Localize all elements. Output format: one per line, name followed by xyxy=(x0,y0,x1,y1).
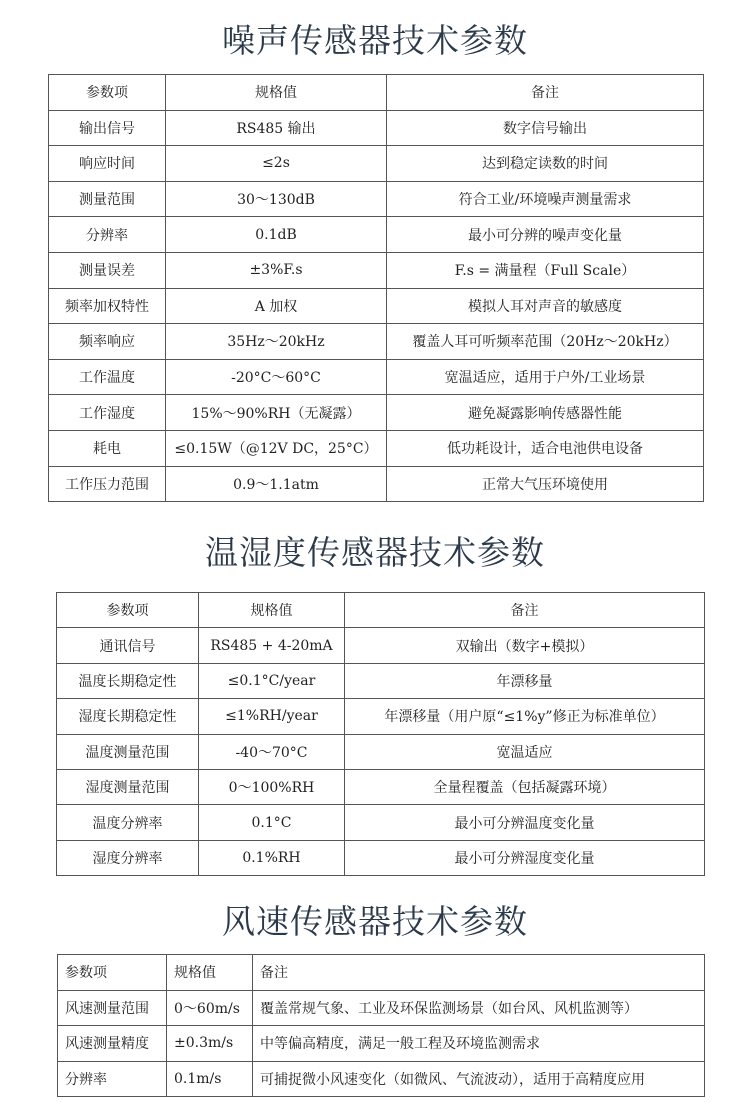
table-row xyxy=(57,663,705,698)
table-row xyxy=(58,1061,705,1097)
table-cell: 年漂移量（用户原“≤1%y”修正为标准单位） xyxy=(345,699,705,734)
table-cell: 0.1°C xyxy=(199,805,345,840)
table-cell: 覆盖常规气象、工业及环保监测场景（如台风、风机监测等） xyxy=(253,990,705,1026)
table-cell: 分辨率 xyxy=(49,217,166,253)
header-cell: 规格值 xyxy=(199,593,345,628)
table-cell: ≤1%RH/year xyxy=(199,699,345,734)
table-cell: RS485 输出 xyxy=(166,110,387,146)
table-cell: 温度测量范围 xyxy=(57,734,199,769)
table-cell: 符合工业/环境噪声测量需求 xyxy=(387,181,704,217)
header-cell: 参数项 xyxy=(49,75,166,111)
table-row xyxy=(57,840,705,875)
table-row xyxy=(49,181,704,217)
table-cell: 频率加权特性 xyxy=(49,288,166,324)
table-cell: ≤0.15W（@12V DC，25°C） xyxy=(166,430,387,466)
table-cell: 0.1dB xyxy=(166,217,387,253)
table-cell: 可捕捉微小风速变化（如微风、气流波动），适用于高精度应用 xyxy=(253,1061,705,1097)
table-cell: 风速测量精度 xyxy=(58,1026,167,1062)
noise-section-title: 噪声传感器技术参数 xyxy=(222,21,528,60)
table-cell: 宽温适应 xyxy=(345,734,705,769)
table-row xyxy=(57,734,705,769)
temp-humidity-section-title: 温湿度传感器技术参数 xyxy=(205,533,545,572)
table-cell: 正常大气压环境使用 xyxy=(387,466,704,502)
table-cell: 通讯信号 xyxy=(57,628,199,663)
table-cell: 0～60m/s xyxy=(167,990,253,1026)
table-cell: -40～70°C xyxy=(199,734,345,769)
table-cell: 湿度长期稳定性 xyxy=(57,699,199,734)
header-cell: 参数项 xyxy=(58,955,167,991)
table-cell: 湿度分辨率 xyxy=(57,840,199,875)
header-cell: 备注 xyxy=(387,75,704,111)
table-row xyxy=(49,395,704,431)
table-row xyxy=(49,466,704,502)
table-row xyxy=(57,769,705,804)
table-row xyxy=(57,699,705,734)
table-cell: 频率响应 xyxy=(49,324,166,360)
table-row xyxy=(49,359,704,395)
table-cell: 0.1%RH xyxy=(199,840,345,875)
table-row xyxy=(49,110,704,146)
table-cell: 15%～90%RH（无凝露） xyxy=(166,395,387,431)
table-cell: 数字信号输出 xyxy=(387,110,704,146)
table-cell: A 加权 xyxy=(166,288,387,324)
table-cell: 0～100%RH xyxy=(199,769,345,804)
table-cell: 双输出（数字+模拟） xyxy=(345,628,705,663)
table-cell: 耗电 xyxy=(49,430,166,466)
header-cell: 规格值 xyxy=(167,955,253,991)
table-cell: 最小可分辨湿度变化量 xyxy=(345,840,705,875)
header-cell: 备注 xyxy=(345,593,705,628)
wind-section-title: 风速传感器技术参数 xyxy=(222,902,528,941)
table-cell: 0.1m/s xyxy=(167,1061,253,1097)
header-cell: 备注 xyxy=(253,955,705,991)
table-cell: 温度分辨率 xyxy=(57,805,199,840)
table-cell: 30～130dB xyxy=(166,181,387,217)
table-cell: 避免凝露影响传感器性能 xyxy=(387,395,704,431)
table-cell: 工作湿度 xyxy=(49,395,166,431)
table-cell: 工作压力范围 xyxy=(49,466,166,502)
table-cell: 响应时间 xyxy=(49,146,166,182)
table-cell: F.s = 满量程（Full Scale） xyxy=(387,252,704,288)
table-cell: 达到稳定读数的时间 xyxy=(387,146,704,182)
table-row xyxy=(49,252,704,288)
table-row xyxy=(58,990,705,1026)
table-cell: 分辨率 xyxy=(58,1061,167,1097)
table-header-row xyxy=(58,955,705,991)
table-cell: 输出信号 xyxy=(49,110,166,146)
table-cell: 35Hz～20kHz xyxy=(166,324,387,360)
table-cell: 年漂移量 xyxy=(345,663,705,698)
table-cell: ±3%F.s xyxy=(166,252,387,288)
table-cell: ±0.3m/s xyxy=(167,1026,253,1062)
table-cell: 风速测量范围 xyxy=(58,990,167,1026)
table-row xyxy=(58,1026,705,1062)
table-cell: ≤2s xyxy=(166,146,387,182)
table-row xyxy=(49,217,704,253)
table-row xyxy=(49,430,704,466)
table-cell: 最小可分辨温度变化量 xyxy=(345,805,705,840)
header-cell: 参数项 xyxy=(57,593,199,628)
header-cell: 规格值 xyxy=(166,75,387,111)
table-cell: 工作温度 xyxy=(49,359,166,395)
table-header-row xyxy=(49,75,704,111)
table-cell: -20°C～60°C xyxy=(166,359,387,395)
wind-spec-table xyxy=(57,954,705,1097)
table-cell: 覆盖人耳可听频率范围（20Hz～20kHz） xyxy=(387,324,704,360)
table-cell: 0.9～1.1atm xyxy=(166,466,387,502)
table-row xyxy=(57,628,705,663)
table-cell: 低功耗设计，适合电池供电设备 xyxy=(387,430,704,466)
table-cell: 湿度测量范围 xyxy=(57,769,199,804)
table-cell: 最小可分辨的噪声变化量 xyxy=(387,217,704,253)
table-cell: 测量范围 xyxy=(49,181,166,217)
noise-spec-table xyxy=(48,74,704,502)
table-row xyxy=(49,324,704,360)
table-cell: 温度长期稳定性 xyxy=(57,663,199,698)
table-cell: 模拟人耳对声音的敏感度 xyxy=(387,288,704,324)
table-row xyxy=(57,805,705,840)
table-header-row xyxy=(57,593,705,628)
table-row xyxy=(49,288,704,324)
table-cell: ≤0.1°C/year xyxy=(199,663,345,698)
table-cell: 中等偏高精度，满足一般工程及环境监测需求 xyxy=(253,1026,705,1062)
table-row xyxy=(49,146,704,182)
table-cell: RS485 + 4-20mA xyxy=(199,628,345,663)
table-cell: 宽温适应，适用于户外/工业场景 xyxy=(387,359,704,395)
table-cell: 全量程覆盖（包括凝露环境） xyxy=(345,769,705,804)
temp-humidity-spec-table xyxy=(56,592,705,876)
table-cell: 测量误差 xyxy=(49,252,166,288)
